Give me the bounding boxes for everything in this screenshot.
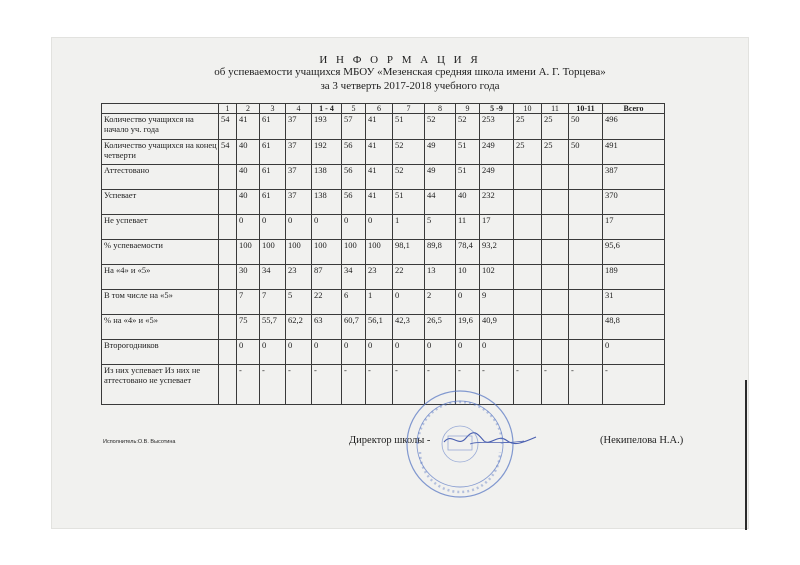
table-cell: 56,1 xyxy=(366,315,393,340)
table-cell: 1 xyxy=(366,290,393,315)
table-cell: 60,7 xyxy=(342,315,366,340)
table-header-row xyxy=(102,104,665,114)
column-header: Всего xyxy=(603,104,665,114)
table-cell: 0 xyxy=(366,215,393,240)
table-cell: 41 xyxy=(366,114,393,140)
table-cell: 25 xyxy=(542,140,569,165)
table-cell: 232 xyxy=(480,190,514,215)
table-cell: 78,4 xyxy=(456,240,480,265)
table-cell: 55,7 xyxy=(260,315,286,340)
table-cell: 0 xyxy=(260,215,286,240)
table-cell xyxy=(514,215,542,240)
table-cell: 51 xyxy=(456,140,480,165)
table-cell: 30 xyxy=(237,265,260,290)
column-header: 5 xyxy=(342,104,366,114)
table-cell: 0 xyxy=(312,215,342,240)
column-header: 1 xyxy=(219,104,237,114)
table-cell: 41 xyxy=(366,165,393,190)
row-label: % на «4» и «5» xyxy=(102,315,219,340)
table-cell: 42,3 xyxy=(393,315,425,340)
school-stamp xyxy=(404,388,516,500)
table-cell: 40 xyxy=(237,140,260,165)
table-cell: - xyxy=(312,365,342,405)
table-cell: - xyxy=(237,365,260,405)
performance-table xyxy=(101,103,665,405)
table-cell: 100 xyxy=(237,240,260,265)
table-cell: 13 xyxy=(425,265,456,290)
table-cell: 189 xyxy=(603,265,665,290)
table-cell xyxy=(219,365,237,405)
executor-note: Исполнитель:О.В. Высотина xyxy=(103,439,176,445)
table-cell: 56 xyxy=(342,140,366,165)
table-cell: 89,8 xyxy=(425,240,456,265)
table-cell xyxy=(569,165,603,190)
document-period: за 3 четверть 2017-2018 учебного года xyxy=(320,80,500,92)
signer-name: (Некипелова Н.А.) xyxy=(600,435,684,446)
table-row xyxy=(102,315,665,340)
table-row xyxy=(102,215,665,240)
table-cell: - xyxy=(286,365,312,405)
table-row xyxy=(102,340,665,365)
table-cell: 87 xyxy=(312,265,342,290)
paper-edge xyxy=(745,380,747,530)
table-cell: 61 xyxy=(260,114,286,140)
table-cell: 249 xyxy=(480,165,514,190)
table-cell: 25 xyxy=(514,140,542,165)
table-cell: 49 xyxy=(425,165,456,190)
table-cell: - xyxy=(514,365,542,405)
column-header: 3 xyxy=(260,104,286,114)
table-cell: 19,6 xyxy=(456,315,480,340)
table-cell: 387 xyxy=(603,165,665,190)
table-cell: 0 xyxy=(393,340,425,365)
director-label: Директор школы - xyxy=(349,435,431,446)
table-cell: 193 xyxy=(312,114,342,140)
table-cell: 75 xyxy=(237,315,260,340)
table-cell: 50 xyxy=(569,114,603,140)
table-cell: 22 xyxy=(312,290,342,315)
table-cell: 54 xyxy=(219,140,237,165)
table-cell: 95,6 xyxy=(603,240,665,265)
table-cell: 0 xyxy=(366,340,393,365)
table-cell: 7 xyxy=(237,290,260,315)
table-cell: 41 xyxy=(237,114,260,140)
table-cell: 51 xyxy=(456,165,480,190)
table-cell: 9 xyxy=(480,290,514,315)
table-cell: 23 xyxy=(366,265,393,290)
column-header: 10 xyxy=(514,104,542,114)
table-cell: 100 xyxy=(342,240,366,265)
table-cell: 41 xyxy=(366,190,393,215)
table-cell xyxy=(569,215,603,240)
table-cell xyxy=(542,190,569,215)
table-cell: 0 xyxy=(237,215,260,240)
table-cell: 52 xyxy=(393,140,425,165)
table-cell: 62,2 xyxy=(286,315,312,340)
table-cell: 370 xyxy=(603,190,665,215)
column-header: 6 xyxy=(366,104,393,114)
table-row xyxy=(102,240,665,265)
table-cell: 40,9 xyxy=(480,315,514,340)
table-cell: 1 xyxy=(393,215,425,240)
table-cell xyxy=(514,165,542,190)
table-cell: 0 xyxy=(342,340,366,365)
row-label: Не успевает xyxy=(102,215,219,240)
column-header: 1 - 4 xyxy=(312,104,342,114)
table-cell: 40 xyxy=(237,165,260,190)
table-cell: 0 xyxy=(425,340,456,365)
column-header: 11 xyxy=(542,104,569,114)
table-cell: 56 xyxy=(342,165,366,190)
table-cell: 63 xyxy=(312,315,342,340)
table-cell: 48,8 xyxy=(603,315,665,340)
table-cell xyxy=(569,340,603,365)
row-label: В том числе на «5» xyxy=(102,290,219,315)
table-cell: 0 xyxy=(393,290,425,315)
table-cell: 37 xyxy=(286,165,312,190)
table-cell: - xyxy=(480,365,514,405)
row-label: Аттестовано xyxy=(102,165,219,190)
column-header: 4 xyxy=(286,104,312,114)
table-cell: 56 xyxy=(342,190,366,215)
table-row xyxy=(102,265,665,290)
column-header: 8 xyxy=(425,104,456,114)
table-cell: 192 xyxy=(312,140,342,165)
row-label: Второгодников xyxy=(102,340,219,365)
table-cell: 0 xyxy=(456,290,480,315)
table-cell xyxy=(219,340,237,365)
column-header: 10-11 xyxy=(569,104,603,114)
table-cell: 100 xyxy=(260,240,286,265)
table-cell: 61 xyxy=(260,190,286,215)
table-cell: 44 xyxy=(425,190,456,215)
table-cell xyxy=(219,190,237,215)
table-cell xyxy=(219,165,237,190)
table-cell: - xyxy=(603,365,665,405)
table-cell: 31 xyxy=(603,290,665,315)
table-cell: 40 xyxy=(456,190,480,215)
table-cell: - xyxy=(342,365,366,405)
table-cell: 5 xyxy=(286,290,312,315)
row-label: Количество учащихся на конец четверти xyxy=(102,140,219,165)
column-header: 9 xyxy=(456,104,480,114)
table-cell: 0 xyxy=(237,340,260,365)
table-cell: 138 xyxy=(312,165,342,190)
table-row xyxy=(102,165,665,190)
table-cell: 253 xyxy=(480,114,514,140)
table-cell xyxy=(542,165,569,190)
table-cell: 52 xyxy=(456,114,480,140)
table-cell: 496 xyxy=(603,114,665,140)
column-header: 2 xyxy=(237,104,260,114)
table-cell xyxy=(514,240,542,265)
table-cell: 5 xyxy=(425,215,456,240)
table-cell: 37 xyxy=(286,190,312,215)
table-cell xyxy=(219,290,237,315)
table-cell xyxy=(569,190,603,215)
table-cell xyxy=(219,265,237,290)
table-cell: 0 xyxy=(480,340,514,365)
table-cell xyxy=(514,290,542,315)
table-cell: - xyxy=(393,365,425,405)
table-cell xyxy=(542,215,569,240)
table-cell: 52 xyxy=(425,114,456,140)
document-subtitle: об успеваемости учащихся МБОУ «Мезенская средняя школа имени А. Г. Торцева» xyxy=(214,66,606,78)
table-cell: 100 xyxy=(312,240,342,265)
table-cell: - xyxy=(456,365,480,405)
table-cell: 11 xyxy=(456,215,480,240)
table-row xyxy=(102,365,665,405)
table-cell: 61 xyxy=(260,140,286,165)
table-cell xyxy=(542,290,569,315)
table-cell xyxy=(542,265,569,290)
table-cell xyxy=(569,240,603,265)
table-cell: 23 xyxy=(286,265,312,290)
table-cell xyxy=(542,240,569,265)
table-cell: - xyxy=(260,365,286,405)
table-cell: 10 xyxy=(456,265,480,290)
table-cell: 34 xyxy=(260,265,286,290)
row-label: Из них успевает Из них не аттестовано не успевает xyxy=(102,365,219,405)
column-header xyxy=(102,104,219,114)
document-title: И Н Ф О Р М А Ц И Я xyxy=(319,54,481,66)
table-cell: 22 xyxy=(393,265,425,290)
table-cell: 57 xyxy=(342,114,366,140)
table-cell: 6 xyxy=(342,290,366,315)
table-cell xyxy=(219,315,237,340)
table-cell: 2 xyxy=(425,290,456,315)
row-label: % успеваемости xyxy=(102,240,219,265)
table-cell: 50 xyxy=(569,140,603,165)
table-cell: 17 xyxy=(603,215,665,240)
table-cell: 102 xyxy=(480,265,514,290)
table-cell: 93,2 xyxy=(480,240,514,265)
table-cell: 0 xyxy=(260,340,286,365)
table-cell: 41 xyxy=(366,140,393,165)
table-cell: - xyxy=(569,365,603,405)
table-cell xyxy=(569,265,603,290)
table-cell: 37 xyxy=(286,114,312,140)
column-header: 7 xyxy=(393,104,425,114)
table-cell: 52 xyxy=(393,165,425,190)
table-cell: 26,5 xyxy=(425,315,456,340)
table-cell: - xyxy=(366,365,393,405)
column-header: 5 -9 xyxy=(480,104,514,114)
table-cell: 0 xyxy=(456,340,480,365)
table-cell: 25 xyxy=(542,114,569,140)
table-cell: 0 xyxy=(312,340,342,365)
table-cell: 40 xyxy=(237,190,260,215)
table-cell xyxy=(514,340,542,365)
table-cell xyxy=(219,240,237,265)
table-cell: 17 xyxy=(480,215,514,240)
table-cell xyxy=(542,315,569,340)
table-cell: 54 xyxy=(219,114,237,140)
table-cell: 249 xyxy=(480,140,514,165)
table-cell: 51 xyxy=(393,114,425,140)
table-cell: 0 xyxy=(603,340,665,365)
table-cell: 98,1 xyxy=(393,240,425,265)
table-cell: 7 xyxy=(260,290,286,315)
table-cell: 0 xyxy=(286,215,312,240)
table-row xyxy=(102,290,665,315)
row-label: Количество учащихся на начало уч. года xyxy=(102,114,219,140)
table-cell: 0 xyxy=(342,215,366,240)
table-cell: - xyxy=(542,365,569,405)
table-cell xyxy=(542,340,569,365)
table-cell: 100 xyxy=(366,240,393,265)
table-row xyxy=(102,140,665,165)
table-cell xyxy=(219,215,237,240)
table-row xyxy=(102,190,665,215)
table-cell xyxy=(514,265,542,290)
table-cell: 34 xyxy=(342,265,366,290)
table-row xyxy=(102,114,665,140)
table-cell: 51 xyxy=(393,190,425,215)
table-cell: 25 xyxy=(514,114,542,140)
table-cell: 49 xyxy=(425,140,456,165)
table-cell xyxy=(514,315,542,340)
table-cell xyxy=(569,315,603,340)
table-cell: 491 xyxy=(603,140,665,165)
table-cell: 61 xyxy=(260,165,286,190)
table-cell: 37 xyxy=(286,140,312,165)
table-cell: 100 xyxy=(286,240,312,265)
table-cell xyxy=(514,190,542,215)
table-cell: 138 xyxy=(312,190,342,215)
table-cell xyxy=(569,290,603,315)
table-cell: 0 xyxy=(286,340,312,365)
row-label: На «4» и «5» xyxy=(102,265,219,290)
table-cell: - xyxy=(425,365,456,405)
row-label: Успевает xyxy=(102,190,219,215)
